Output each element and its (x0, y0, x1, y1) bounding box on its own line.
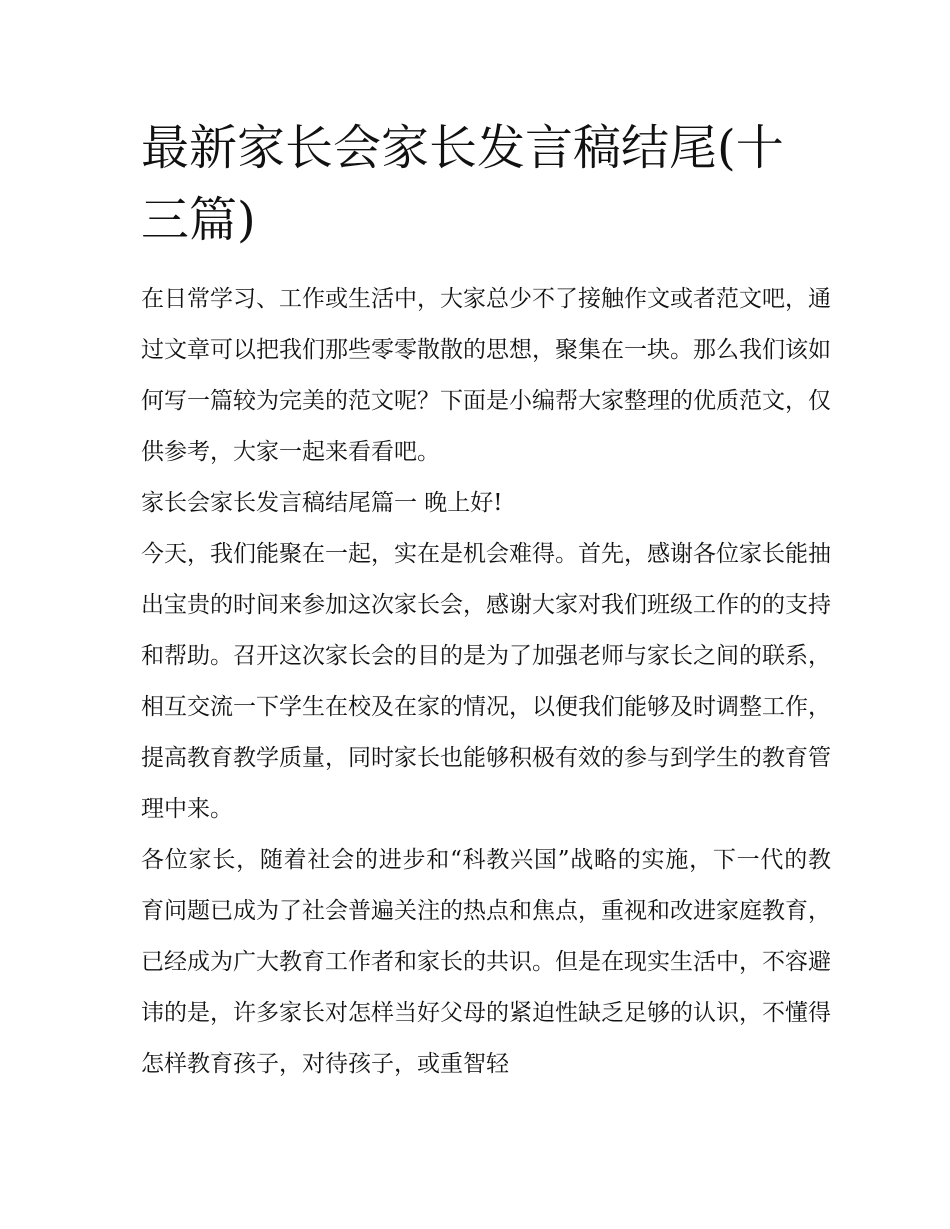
body-paragraph: 各位家长，随着社会的进步和“科教兴国”战略的实施，下一代的教育问题已成为了社会普遍关注的热点和焦点，重视和改进家庭教育，已经成为广大教育工作者和家长的共识。但是在现实生活中，不容避讳的是，许多家长对怎样当好父母的紧迫性缺乏足够的认识，不懂得怎样教育孩子，对待孩子，或重智轻 (141, 847, 831, 1077)
intro-paragraph: 在日常学习、工作或生活中，大家总少不了接触作文或者范文吧，通过文章可以把我们那些零零散散的思想，聚集在一块。那么我们该如何写一篇较为完美的范文呢？下面是小编帮大家整理的优质范文，仅供参考，大家一起来看看吧。 (141, 286, 831, 465)
section-heading-greeting: 家长会家长发言稿结尾篇一 晚上好! (141, 490, 503, 516)
document-title: 最新家长会家长发言稿结尾(十三篇) (141, 120, 784, 248)
document-content (141, 112, 831, 1090)
body-paragraph: 今天，我们能聚在一起，实在是机会难得。首先，感谢各位家长能抽出宝贵的时间来参加这次家长会，感谢大家对我们班级工作的的支持和帮助。召开这次家长会的目的是为了加强老师与家长之间的联系，相互交流一下学生在校及在家的情况，以便我们能够及时调整工作，提高教育教学质量，同时家长也能够积极有效的参与到学生的教育管理中来。 (141, 541, 831, 822)
